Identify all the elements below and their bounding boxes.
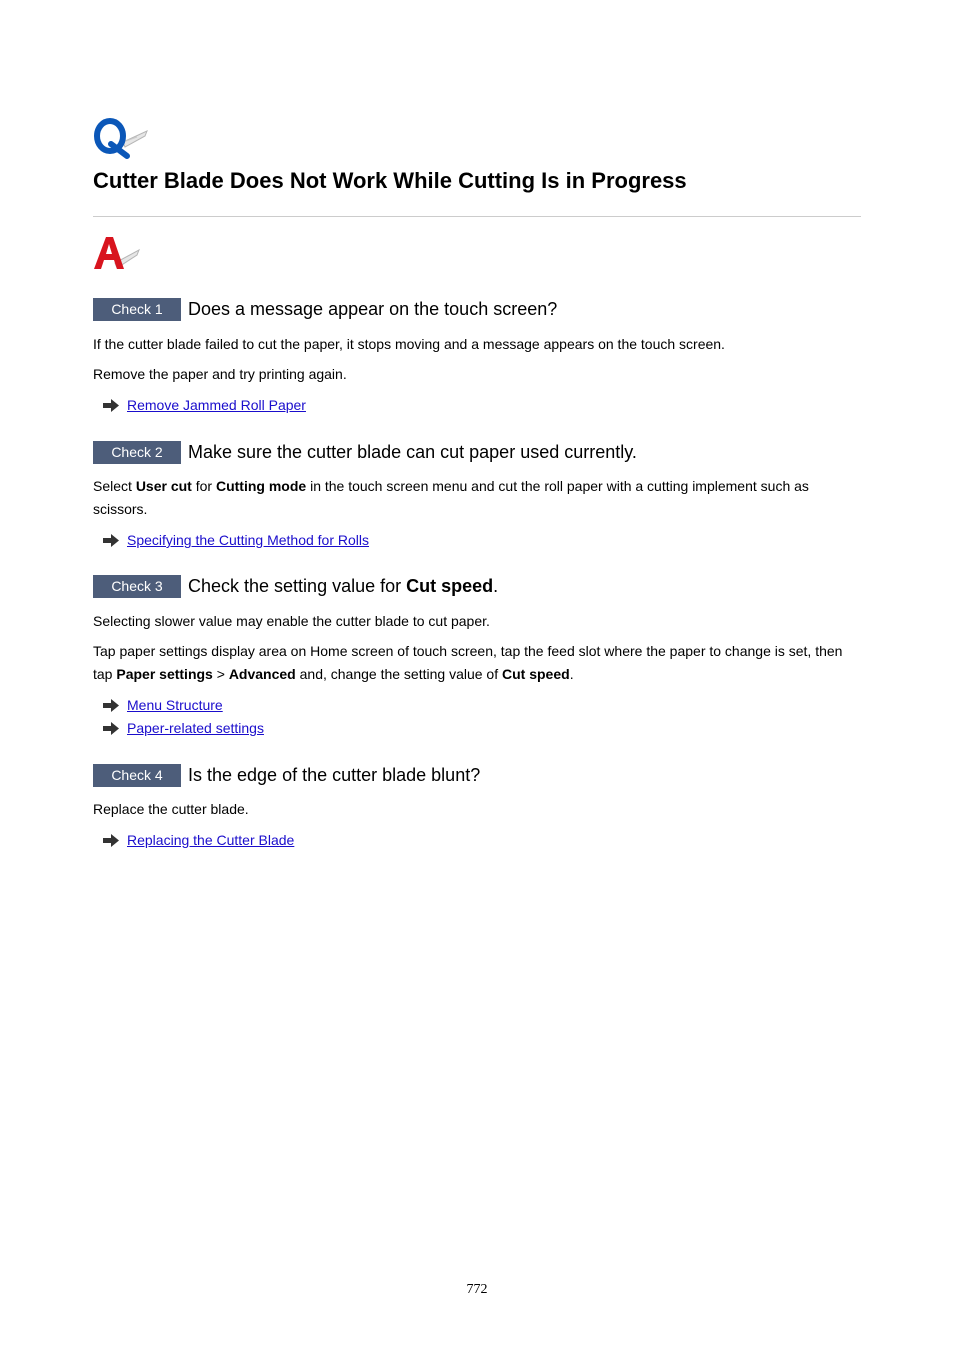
bold-term: User cut <box>135 478 192 494</box>
bold-term: Cut speed <box>406 576 494 596</box>
arrow-right-icon <box>103 722 119 735</box>
check-2-section <box>93 440 861 552</box>
bold-term: Cutting mode <box>215 478 307 494</box>
paragraph: Replace the cutter blade. <box>93 801 249 817</box>
check-3-header <box>93 574 861 598</box>
check-badge: Check 3 <box>93 575 181 598</box>
check-title: Make sure the cutter blade can cut paper used currently. <box>188 442 637 462</box>
page-title: Cutter Blade Does Not Work While Cutting Is in Progress <box>93 168 687 193</box>
link-remove-jammed-roll-paper[interactable]: Remove Jammed Roll Paper <box>127 397 306 413</box>
arrow-right-icon <box>103 699 119 712</box>
link-item <box>93 394 861 417</box>
arrow-right-icon <box>103 399 119 412</box>
title-divider <box>93 216 861 217</box>
check-title: Is the edge of the cutter blade blunt? <box>188 765 481 785</box>
check-badge: Check 1 <box>93 298 181 321</box>
check-title: Does a message appear on the touch screen? <box>188 299 558 319</box>
paragraph: Tap paper settings display area on Home screen of touch screen, tap the feed slot where the paper to change is set, then tap Paper settings > Advanced and, change the setting value of Cut speed. <box>93 643 843 682</box>
check-badge: Check 4 <box>93 764 181 787</box>
check-title: Check the setting value for Cut speed. <box>188 576 499 596</box>
link-paper-related-settings[interactable]: Paper-related settings <box>127 720 264 736</box>
link-item <box>93 717 861 740</box>
check-3-section <box>93 574 861 740</box>
page-number: 772 <box>466 1282 488 1297</box>
paragraph: Selecting slower value may enable the cutter blade to cut paper. <box>93 613 490 629</box>
link-specifying-cutting-method[interactable]: Specifying the Cutting Method for Rolls <box>127 532 370 548</box>
arrow-right-icon <box>103 534 119 547</box>
link-item <box>93 694 861 717</box>
bold-term: Advanced <box>228 666 296 682</box>
arrow-right-icon <box>103 834 119 847</box>
check-4-section <box>93 763 861 852</box>
link-item <box>93 829 861 852</box>
question-q-icon <box>93 116 149 160</box>
paragraph: Remove the paper and try printing again. <box>93 366 347 382</box>
check-4-header <box>93 763 861 787</box>
link-replacing-cutter-blade[interactable]: Replacing the Cutter Blade <box>127 832 295 848</box>
link-item <box>93 529 861 552</box>
bold-term: Cut speed <box>502 666 570 682</box>
bold-term: Paper settings <box>116 666 213 682</box>
answer-a-icon <box>93 235 143 273</box>
paragraph: If the cutter blade failed to cut the paper, it stops moving and a message appears on the touch screen. <box>93 336 725 352</box>
check-1-header <box>93 297 861 321</box>
check-badge: Check 2 <box>93 441 181 464</box>
check-2-header <box>93 440 861 464</box>
link-menu-structure[interactable]: Menu Structure <box>127 697 223 713</box>
check-1-section <box>93 297 861 417</box>
paragraph: Select User cut for Cutting mode in the touch screen menu and cut the roll paper with a cutting implement such as scissors. <box>93 478 809 517</box>
